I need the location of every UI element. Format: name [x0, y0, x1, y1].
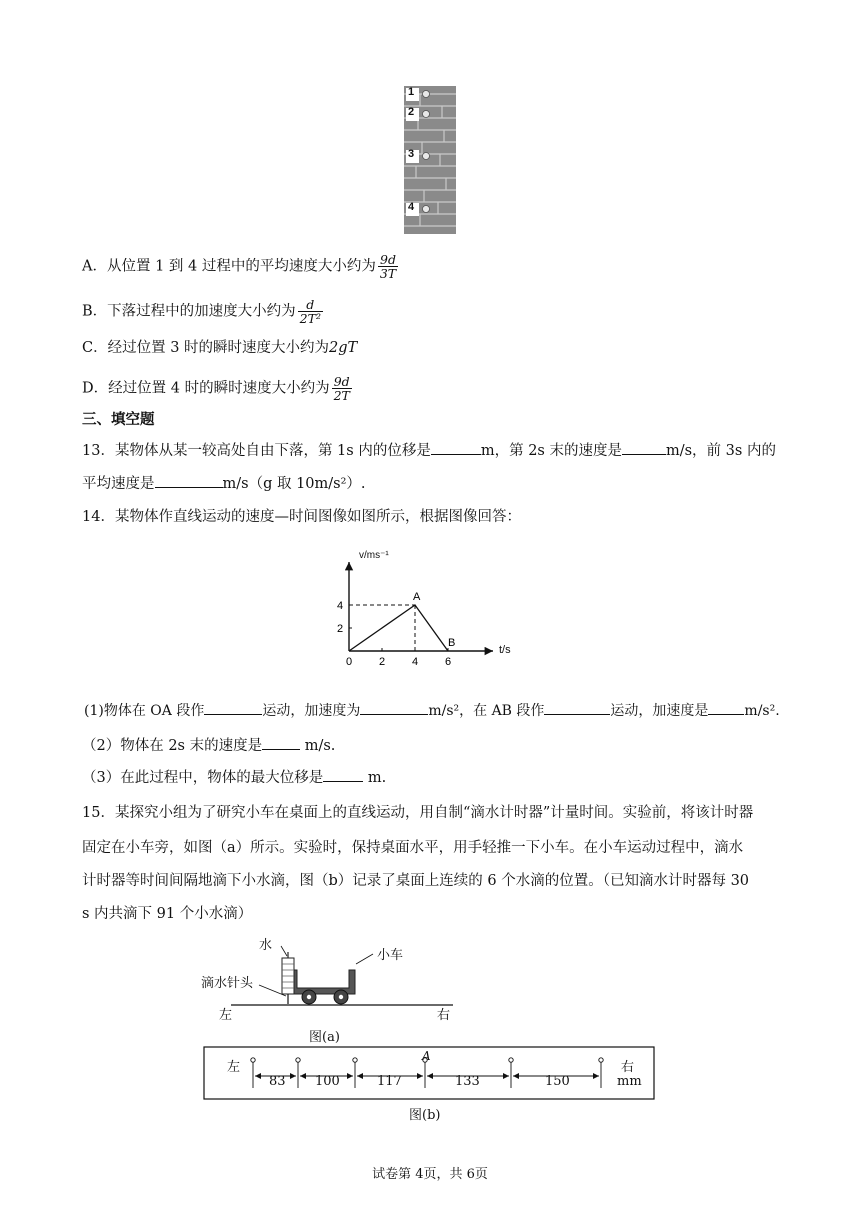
- photo-label-3: 3: [408, 148, 415, 160]
- fig-b-seg-2: 100: [315, 1074, 340, 1089]
- option-d: [82, 375, 354, 402]
- q14-sub3: [82, 767, 386, 788]
- option-a-denominator: 3T: [379, 266, 397, 281]
- q14-s2-text-b: m/s.: [300, 738, 336, 754]
- q13-line-1: [82, 440, 776, 461]
- q13-line-2: [82, 473, 366, 494]
- option-b-text: B．下落过程中的加速度大小约为: [82, 303, 296, 320]
- option-b-fraction: [298, 298, 323, 325]
- q14-s3-blank[interactable]: [323, 767, 363, 782]
- q14-s2-blank[interactable]: [262, 735, 300, 750]
- q15-line-2: 固定在小车旁，如图（a）所示。实验时，保持桌面水平，用手轻推一下小车。在小车运动过程中，滴水: [82, 840, 744, 856]
- q13-text-4: 平均速度是: [82, 476, 155, 492]
- q13-text-2: m，第 2s 末的速度是: [480, 443, 622, 459]
- q13-text-5: m/s（g 取 10m/s²）.: [222, 476, 366, 492]
- fig-a-left-label: 左: [219, 1008, 233, 1023]
- option-d-numerator: 9d: [332, 375, 352, 389]
- q13-blank-2[interactable]: [622, 440, 666, 455]
- option-a: [82, 253, 400, 280]
- q14-sub2: [82, 735, 335, 756]
- fig-b-right-label: 右: [621, 1060, 635, 1075]
- q14-s1-text-b: 运动，加速度为: [262, 703, 361, 719]
- option-c-text: C．经过位置 3 时的瞬时速度大小约为: [82, 340, 330, 356]
- x-tick-label: 2: [379, 656, 386, 668]
- fig-b-left-label: 左: [227, 1060, 241, 1075]
- fig-b-unit-label: mm: [617, 1074, 642, 1089]
- q14-s3-text-a: （3）在此过程中，物体的最大位移是: [82, 770, 324, 786]
- q14-s1-text-d: 运动，加速度是: [610, 703, 709, 719]
- q14-s1-blank-2[interactable]: [360, 700, 428, 715]
- fig-a-caption: 图(a): [309, 1030, 340, 1045]
- falling-ball-photo: [404, 86, 456, 234]
- fig-b-seg-1: 83: [269, 1074, 286, 1089]
- q14-s1-text-c: m/s²，在 AB 段作: [428, 703, 545, 719]
- water-drop: [353, 1058, 357, 1062]
- x-axis-label: t/s: [499, 644, 511, 656]
- water-drop: [509, 1058, 513, 1062]
- q14-sub1: [84, 700, 780, 721]
- q14-s1-blank-4[interactable]: [708, 700, 744, 715]
- fig-b-seg-5: 150: [545, 1074, 570, 1089]
- option-a-fraction: [378, 253, 398, 280]
- q14-s1-text-e: m/s².: [744, 703, 780, 719]
- option-d-fraction: [332, 375, 352, 402]
- fig-a-right-label: 右: [437, 1008, 451, 1023]
- x-tick-label: 6: [445, 656, 452, 668]
- point-label: A: [413, 591, 421, 603]
- fig-a-car-label: 小车: [377, 948, 404, 963]
- figure-a: [195, 932, 475, 1044]
- q14-s1-blank-1[interactable]: [204, 700, 262, 715]
- option-a-text: A．从位置 1 到 4 过程中的平均速度大小约为: [82, 258, 376, 275]
- y-axis-label: v/ms⁻¹: [359, 550, 389, 561]
- q14-stem: 14．某物体作直线运动的速度—时间图像如图所示，根据图像回答：: [82, 509, 521, 525]
- option-c: [82, 338, 357, 358]
- q13-blank-1[interactable]: [431, 440, 481, 455]
- y-tick-label: 4: [337, 600, 344, 612]
- point-label: B: [448, 637, 456, 649]
- q15-line-1: 15．某探究小组为了研究小车在桌面上的直线运动，用自制“滴水计时器”计量时间。实验前，将该计时器: [82, 805, 754, 821]
- fig-b-point-a-label: A: [422, 1049, 431, 1063]
- q14-s3-text-b: m.: [363, 770, 387, 786]
- q15-line-3: 计时器等时间间隔地滴下小水滴，图（b）记录了桌面上连续的 6 个水滴的位置。（已知滴水计时器每 30: [82, 873, 750, 889]
- q14-s1-blank-3[interactable]: [544, 700, 610, 715]
- option-b-denominator: 2T²: [299, 311, 321, 326]
- option-b-numerator: d: [298, 298, 323, 312]
- q14-s1-text-a: (1)物体在 OA 段作: [84, 703, 205, 719]
- photo-label-1: 1: [408, 86, 415, 98]
- option-c-expr: 2gT: [329, 340, 358, 356]
- option-a-numerator: 9d: [378, 253, 398, 267]
- q14-s2-text-a: （2）物体在 2s 末的速度是: [82, 738, 263, 754]
- photo-label-4: 4: [408, 201, 415, 213]
- q13-text-1: 13．某物体从某一较高处自由下落，第 1s 内的位移是: [82, 443, 431, 459]
- figure-b: [203, 1046, 655, 1122]
- q13-blank-3[interactable]: [155, 473, 223, 488]
- fig-b-caption: 图(b): [409, 1108, 441, 1123]
- water-drop: [599, 1058, 603, 1062]
- photo-label-2: 2: [408, 106, 415, 118]
- x-tick-label: 0: [346, 656, 353, 668]
- fig-b-seg-3: 117: [377, 1074, 402, 1089]
- water-drop: [296, 1058, 300, 1062]
- y-tick-label: 2: [337, 623, 344, 635]
- water-drop: [251, 1058, 255, 1062]
- fig-a-water-label: 水: [259, 938, 273, 953]
- option-b: [82, 298, 325, 325]
- q15-line-4: s 内共滴下 91 个小水滴）: [82, 906, 253, 922]
- fig-a-needle-label: 滴水针头: [201, 976, 254, 991]
- x-tick-label: 4: [412, 656, 419, 668]
- q13-text-3: m/s，前 3s 内的: [665, 443, 776, 459]
- option-d-denominator: 2T: [333, 388, 350, 403]
- series-line: [349, 605, 448, 651]
- vt-chart: [325, 548, 535, 670]
- option-d-text: D．经过位置 4 时的瞬时速度大小约为: [82, 380, 330, 397]
- fig-b-seg-4: 133: [455, 1074, 480, 1089]
- section-title: 三、填空题: [82, 411, 155, 428]
- page-footer: 试卷第 4页，共 6页: [372, 1167, 488, 1182]
